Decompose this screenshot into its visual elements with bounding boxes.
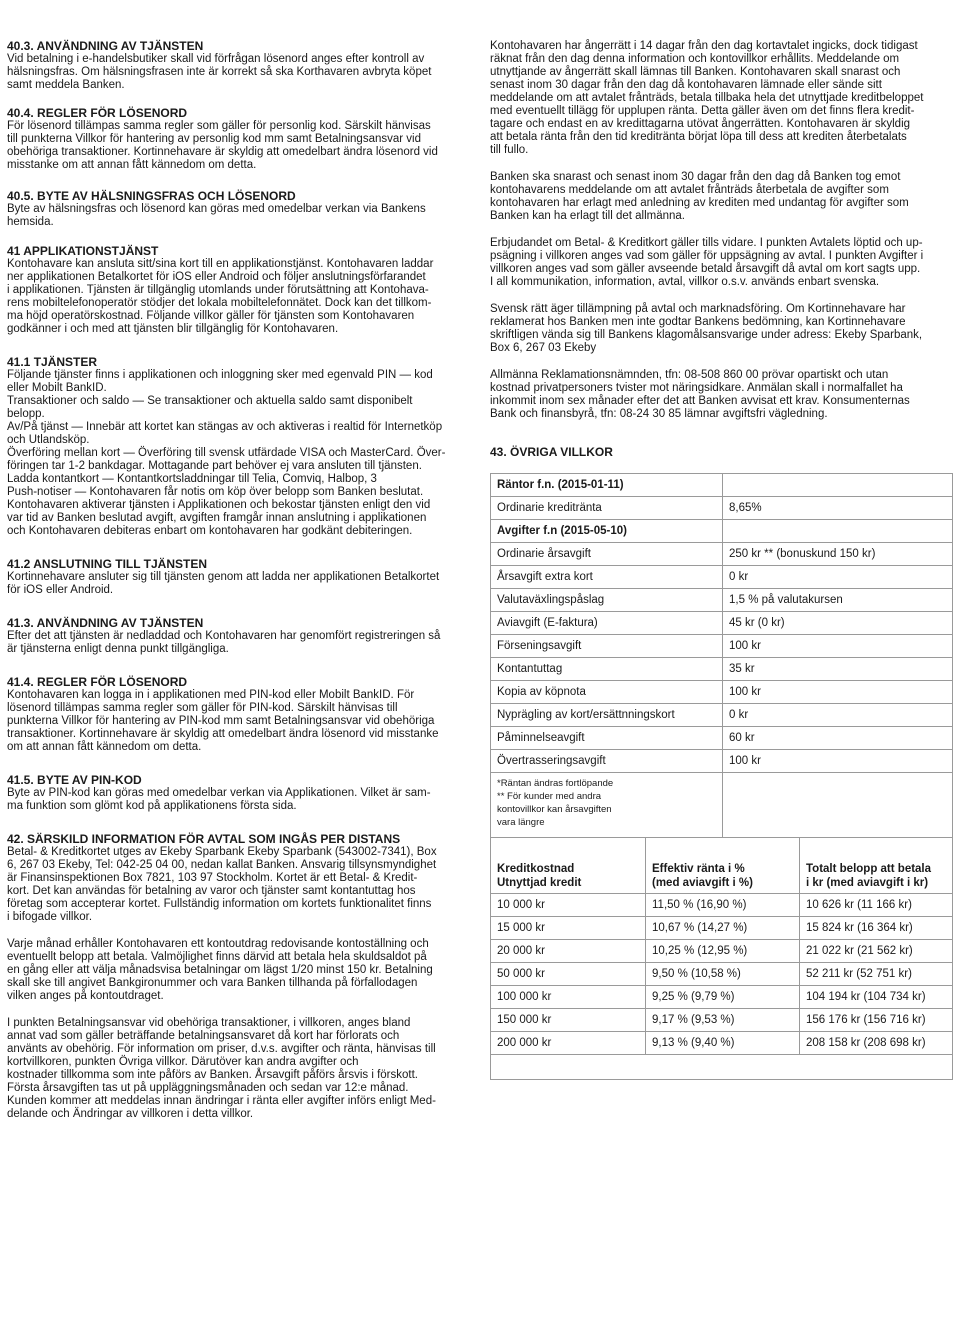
fee-value: 100 kr — [723, 635, 953, 658]
fee-label: Påminnelseavgift — [491, 727, 723, 750]
section-heading: 41.3. ANVÄNDNING AV TJÄNSTEN — [7, 616, 204, 630]
section-body: Byte av hälsningsfras och lösenord kan göras med omedelbar verkan via Bankens hemsida. — [7, 203, 426, 228]
section-heading-43: 43. ÖVRIGA VILLKOR — [490, 445, 613, 459]
fee-label: Årsavgift extra kort — [491, 566, 723, 589]
credit-total: 10 626 kr (11 166 kr) — [800, 894, 953, 917]
fee-label: Aviavgift (E-faktura) — [491, 612, 723, 635]
credit-total: 208 158 kr (208 698 kr) — [800, 1032, 953, 1055]
credit-amount: 15 000 kr — [491, 917, 646, 940]
credit-effective-rate: 10,25 % (12,95 %) — [646, 940, 800, 963]
credit-row — [491, 986, 953, 1009]
credit-amount: 50 000 kr — [491, 963, 646, 986]
paragraph-right-of-withdrawal: Kontohavaren har ångerrätt i 14 dagar från den dag kortavtalet ingicks, dock tidigast räknat från den dag denna information och kontovillkor erhållits. Meddelande om utnyttjande av ångerrätt skall lämnas till Banken. Kontohavaren skall snarast och senast inom 30 dagar från den dag då kontohavaren lämnade eller sände sitt meddelande om att avtalet frånträds, betala tillbaka hela det utnyttjade kreditbeloppet med eventuellt tillägg för upplupen ränta. Detta gäller även om det finns flera kredit- tagare och endast en av kredittagarna utövat ångerrätten. Kontohavaren är skyldig att betala ränta från den tid kreditränta börjat löpa till dess att krediten återbetalats till fullo. — [490, 40, 924, 156]
empty-cell — [723, 474, 953, 497]
fee-row — [491, 612, 953, 635]
credit-row — [491, 917, 953, 940]
credit-amount: 100 000 kr — [491, 986, 646, 1009]
credit-effective-rate: 9,50 % (10,58 %) — [646, 963, 800, 986]
fee-label: Förseningsavgift — [491, 635, 723, 658]
fee-value: 0 kr — [723, 704, 953, 727]
credit-effective-rate: 9,17 % (9,53 %) — [646, 1009, 800, 1032]
credit-row — [491, 963, 953, 986]
paragraph-payment-liability: I punkten Betalningsansvar vid obehöriga transaktioner, i villkoren, anges bland annat vad som gäller beträffande betalningsansvaret då kort har förlorats och använts av obehörig. För information om priser, d.v.s. avgifter och ränta, hänvisas till kortvillkoren, punkten Övriga villkor. Därutöver kan andra avgifter och kostnader tillkomma som inte påförs av Banken. Årsavgift påförs årsvis i förskott. Första årsavgiften tas ut på uppläggningsmånaden och sedan var 12:e månad. Kunden kommer att meddelas innan ändringar i ränta eller avgifter införs enligt Med- delande och Ändringar av villkoren i detta villkor. — [7, 1017, 436, 1120]
paragraph-monthly-statement: Varje månad erhåller Kontohavaren ett kontoutdrag redovisande kontoställning och eventuellt belopp att betala. Valmöjlighet finns därvid att betala hela skuldsaldot på en gång eller att välja månadsvisa betalningar om lägst 1/20 minst 150 kr. Betalning skall ske till angivet Bankgironummer och vara Banken tillhanda på förfallodagen vilken anges på kontoutdraget. — [7, 938, 433, 1002]
paragraph-offer-validity: Erbjudandet om Betal- & Kreditkort gäller tills vidare. I punkten Avtalets löptid och up- psägning i villkoren anges vad som gäller för uppsägning av avtal. I punkten Avgifter i villkoren anges vad som gäller avseende betald årsavgift då avtal om kort sagts upp. I all kommunikation, information, avtal, villkor o.s.v. används enbart svenska. — [490, 237, 924, 288]
section-41-5 — [7, 774, 470, 813]
fee-header: Avgifter f.n (2015-05-10) — [491, 520, 723, 543]
section-body: Vid betalning i e-handelsbutiker skall vid förfrågan lösenord anges efter kontroll av hälsningsfras. Om hälsningsfrasen inte är korrekt så ska Korthavaren avbryta köpet samt meddela Banken. — [7, 53, 432, 91]
credit-amount: 200 000 kr — [491, 1032, 646, 1055]
section-41-4 — [7, 676, 470, 754]
section-heading: 40.5. BYTE AV HÄLSNINGSFRAS OCH LÖSENORD — [7, 189, 296, 203]
credit-total: 156 176 kr (156 716 kr) — [800, 1009, 953, 1032]
credit-header-total: Totalt belopp att betala i kr (med aviavgift i kr) — [800, 838, 953, 894]
fee-row — [491, 681, 953, 704]
credit-effective-rate: 10,67 % (14,27 %) — [646, 917, 800, 940]
section-41-2 — [7, 558, 470, 597]
credit-total: 104 194 kr (104 734 kr) — [800, 986, 953, 1009]
credit-total: 52 211 kr (52 751 kr) — [800, 963, 953, 986]
section-41-3 — [7, 617, 470, 656]
credit-effective-rate: 9,25 % (9,79 %) — [646, 986, 800, 1009]
fee-row — [491, 635, 953, 658]
section-body: Kontohavare kan ansluta sitt/sina kort till en applikationstjänst. Kontohavaren laddar ner applikationen Betalkortet för iOS eller Android och följer anslutningsförfarandet i applikationen. Tjänsten är tillgänglig utomlands under förutsättning att Kontohava- rens mobiltelefonoperatör stödjer det lokala mobiltelefonnätet. Dock kan det tillkom- ma höjd operatörskostnad. Följande villkor gäller för tjänsten som Kontohavaren godkänner i och med att tjänsten blir tillgänglig för Kontohavaren. — [7, 258, 434, 335]
section-heading: 41.4. REGLER FÖR LÖSENORD — [7, 675, 188, 689]
credit-effective-rate: 11,50 % (16,90 %) — [646, 894, 800, 917]
credit-total: 15 824 kr (16 364 kr) — [800, 917, 953, 940]
credit-effective-rate: 9,13 % (9,40 %) — [646, 1032, 800, 1055]
credit-header-amount: Kreditkostnad Utnyttjad kredit — [491, 838, 646, 894]
credit-amount: 150 000 kr — [491, 1009, 646, 1032]
empty-cell — [723, 773, 953, 838]
fee-label: Kontantuttag — [491, 658, 723, 681]
fee-label: Ordinarie årsavgift — [491, 543, 723, 566]
fee-value: 1,5 % på valutakursen — [723, 589, 953, 612]
section-42 — [7, 833, 470, 924]
credit-row — [491, 1009, 953, 1032]
section-body: Kontohavaren kan logga in i applikationen med PIN-kod eller Mobilt BankID. För lösenord tillämpas samma regler som gäller för PIN-kod. Särskilt hänvisas till punkterna Villkor för hantering av PIN-kod mm samt Betalningsansvar vid obehöriga transaktioner. Kortinnehavare är skyldig att omedelbart ändra lösenord vid misstanke om att annan fått kännedom om detta. — [7, 689, 439, 753]
paragraph-arn: Allmänna Reklamationsnämnden, tfn: 08-508 860 00 prövar opartiskt och utan kostnad privatpersoners tvister mot näringsidkare. Anmälan skall i normalfallet ha inkommit inom sex månader efter det att Banken avvisat ett krav. Konsumenternas Bank och finansbyrå, tfn: 08-24 30 85 lämnar avgiftsfri vägledning. — [490, 369, 910, 420]
section-body: Byte av PIN-kod kan göras med omedelbar verkan via Applikationen. Vilket är sam- ma funktion som glömt kod på applikationens första sida. — [7, 787, 431, 812]
section-heading: 41 APPLIKATIONSTJÄNST — [7, 244, 159, 258]
footnote: *Räntan ändras fortlöpande ** För kunder med andra kontovillkor kan årsavgiften vara längre — [491, 773, 723, 838]
fee-value: 100 kr — [723, 681, 953, 704]
section-41 — [7, 245, 470, 336]
section-heading: 42. SÄRSKILD INFORMATION FÖR AVTAL SOM INGÅS PER DISTANS — [7, 832, 401, 846]
right-column — [490, 40, 953, 1080]
empty-cell — [723, 520, 953, 543]
fee-row — [491, 543, 953, 566]
section-heading: 41.1 TJÄNSTER — [7, 355, 98, 369]
credit-total: 21 022 kr (21 562 kr) — [800, 940, 953, 963]
section-body: För lösenord tillämpas samma regler som gäller för personlig kod. Särskilt hänvisas till punkterna Villkor för hantering av personlig kod mm samt Betalningsansvar vid obehöriga transaktioner. Kortinnehavare är skyldig att omedelbart ändra lösenord vid misstanke om att annan fått kännedom om detta. — [7, 120, 438, 171]
fee-value: 0 kr — [723, 566, 953, 589]
fee-value: 35 kr — [723, 658, 953, 681]
rate-label: Ordinarie kreditränta — [491, 497, 723, 520]
section-40-5 — [7, 190, 470, 229]
credit-header-rate: Effektiv ränta i % (med aviavgift i %) — [646, 838, 800, 894]
fee-row — [491, 566, 953, 589]
section-body: Efter det att tjänsten är nedladdad och Kontohavaren har genomfört registreringen så är tjänsterna enligt denna punkt tillgängliga. — [7, 630, 441, 655]
fee-value: 60 kr — [723, 727, 953, 750]
fee-value: 100 kr — [723, 750, 953, 773]
fee-row — [491, 750, 953, 773]
section-heading: 40.3. ANVÄNDNING AV TJÄNSTEN — [7, 39, 204, 53]
credit-amount: 10 000 kr — [491, 894, 646, 917]
fee-label: Kopia av köpnota — [491, 681, 723, 704]
fee-row — [491, 589, 953, 612]
empty-row — [491, 1055, 953, 1080]
fee-value: 45 kr (0 kr) — [723, 612, 953, 635]
paragraph-refund: Banken ska snarast och senast inom 30 dagar från den dag då Banken tog emot kontohavarens meddelande om att avtalet frånträds återbetala de avgifter som kontohavaren har erlagt med anledning av krediten med undantag för avgifter som Banken kan ha erlagt till det allmänna. — [490, 171, 909, 222]
section-body: Betal- & Kreditkortet utges av Ekeby Sparbank Ekeby Sparbank (543002-7341), Box 6, 267 03 Ekeby, Tel: 042-25 04 00, nedan kallat Banken. Ansvarig tillsynsmyndighet är Finansinspektionen Box 7821, 103 97 Stockholm. Kortet är ett Betal- & Kredit- kort. Det kan användas för betalning av varor och tjänster samt kontantuttag hos företag som accepterar kortet. Fullständig information om kortets funktionalitet finns i bifogade villkor. — [7, 846, 437, 923]
section-body: Följande tjänster finns i applikationen och inloggning sker med egenvald PIN — kod eller Mobilt BankID. Transaktioner och saldo — Se transaktioner och aktuella saldo samt disponibelt belopp. Av/På tjänst — Innebär att kortet kan stängas av och aktiveras i realtid för Internetköp och Utlandsköp. Överföring mellan kort — Överföring till svensk utfärdade VISA och MasterCard. Över- föringen tar 1-2 bankdagar. Mottagande part behöver ej vara ansluten till tjänsten. Ladda kontantkort — Kontantkortsladdningar till Telia, Comviq, Halbop, 3 Push-notiser — Kontohavaren får notis om köp över belopp som Banken beslutat. Kontohavaren aktiverar tjänsten i Applikationen och bekostar tjänsten enligt den vid var tid av Banken beslutad avgift, avgiften framgår innan anslutning i applikationen och Kontohavaren debiteras enbart om kontohavaren har godkänt debiteringen. — [7, 369, 446, 537]
section-heading: 41.2 ANSLUTNING TILL TJÄNSTEN — [7, 557, 208, 571]
fee-label: Övertrasseringsavgift — [491, 750, 723, 773]
left-column — [7, 40, 470, 1131]
section-40-4 — [7, 107, 470, 172]
section-40-3 — [7, 40, 470, 92]
credit-row — [491, 1032, 953, 1055]
paragraph-swedish-law: Svensk rätt äger tillämpning på avtal och marknadsföring. Om Kortinnehavare har reklamerat hos Banken men inte godtar Bankens bedömning, kan Kortinnehavare skriftligen vända sig till Bankens klagomålsansvarige under adress: Ekeby Sparbank, Box 6, 267 03 Ekeby — [490, 303, 923, 354]
credit-row — [491, 940, 953, 963]
fee-label: Nyprägling av kort/ersättnningskort — [491, 704, 723, 727]
credit-row — [491, 894, 953, 917]
rate-value: 8,65% — [723, 497, 953, 520]
fee-label: Valutaväxlingspåslag — [491, 589, 723, 612]
fee-row — [491, 658, 953, 681]
section-heading: 41.5. BYTE AV PIN-KOD — [7, 773, 142, 787]
fees-table — [490, 473, 953, 1080]
section-41-1 — [7, 356, 470, 538]
section-heading: 40.4. REGLER FÖR LÖSENORD — [7, 106, 188, 120]
fee-value: 250 kr ** (bonuskund 150 kr) — [723, 543, 953, 566]
rate-header: Räntor f.n. (2015-01-11) — [491, 474, 723, 497]
fee-row — [491, 727, 953, 750]
section-body: Kortinnehavare ansluter sig till tjänsten genom att ladda ner applikationen Betalkortet för iOS eller Android. — [7, 571, 440, 596]
fee-row — [491, 704, 953, 727]
credit-amount: 20 000 kr — [491, 940, 646, 963]
